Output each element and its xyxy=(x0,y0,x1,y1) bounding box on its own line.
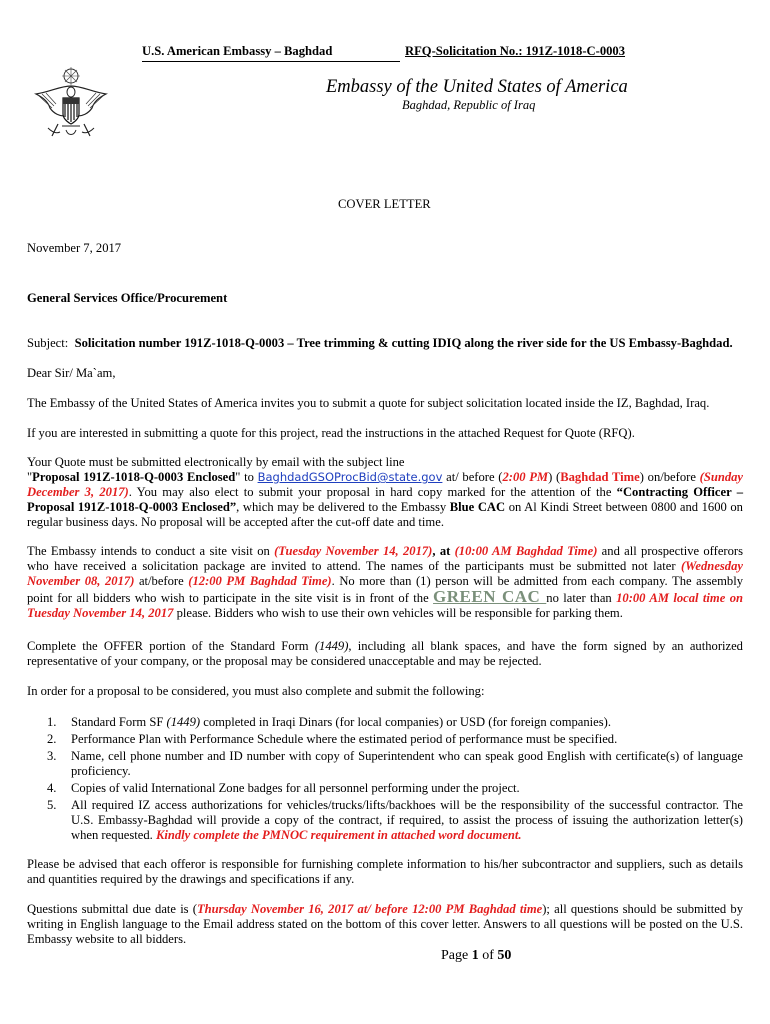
list-text: Name, cell phone number and ID number with copy of Superintendent who can speak good English with certificate(s) of language proficiency. xyxy=(71,749,743,778)
proposal-subject: Proposal 191Z-1018-Q-0003 Enclosed xyxy=(32,470,236,484)
subject-label: Subject: xyxy=(27,336,69,350)
page-label: Page xyxy=(441,948,472,963)
list-item xyxy=(27,781,743,796)
no-later-text: no later than xyxy=(546,591,617,605)
page-current: 1 xyxy=(471,948,479,963)
form-number: (1449) xyxy=(314,639,349,653)
page-number xyxy=(441,948,511,963)
list-text: Standard Form SF xyxy=(71,715,167,729)
list-text: Performance Plan with Performance Schedule where the estimated period of performance must be specified. xyxy=(71,732,618,746)
site-visit-intro: The Embassy intends to conduct a site visit on xyxy=(27,544,275,558)
offer-body: , including all blank spaces, and have the form signed by an authorized representative of your company, or the proposal may be considered unacceptable and may be rejected. xyxy=(27,639,743,668)
at-text: , at xyxy=(432,544,455,558)
embassy-location: Baghdad, Republic of Iraq xyxy=(402,98,536,112)
to-text: " to xyxy=(235,470,258,484)
subject-line xyxy=(27,336,743,351)
baghdad-time: Baghdad Time xyxy=(560,470,640,484)
pmnoc-note: Kindly complete the PMNOC requirement in attached word document. xyxy=(155,828,522,842)
paragraph-site-visit xyxy=(27,544,743,621)
hours-text: on Al Kindi Street between 0800 and 1600 on regular business days. No proposal will be accepted after the cut-off date and time. xyxy=(27,500,743,529)
offer-intro: Complete the OFFER portion of the Standard Form xyxy=(27,639,315,653)
subject-text: Solicitation number 191Z-1018-Q-0003 – Tree trimming & cutting IDIQ along the river side for the US Embassy-Baghdad. xyxy=(74,336,733,350)
names-deadline-time: (12:00 PM Baghdad Time) xyxy=(188,574,332,588)
paragraph-offer xyxy=(27,639,743,669)
at-text: at/ before ( xyxy=(442,470,503,484)
atbefore-text: at/before xyxy=(134,574,189,588)
site-visit-time: (10:00 AM Baghdad Time) xyxy=(454,544,598,558)
letter-date: November 7, 2017 xyxy=(27,241,122,255)
list-item xyxy=(27,749,743,779)
onbefore-text: ) on/before xyxy=(639,470,700,484)
header-underline xyxy=(142,61,400,62)
list-item xyxy=(27,732,743,747)
list-number: 1. xyxy=(47,715,57,729)
submission-time: 2:00 PM xyxy=(502,470,549,484)
quote-mark: " xyxy=(27,470,33,484)
paragraph-instructions: If you are interested in submitting a quote for this project, read the instructions in the attached Request for Quote (RFQ). xyxy=(27,426,635,440)
hardcopy-text: . You may also elect to submit your proposal in hard copy marked for the attention of the xyxy=(128,485,617,499)
list-number: 2. xyxy=(47,732,57,746)
contracting-officer: “Contracting Officer – Proposal 191Z-1018-Q-0003 Enclosed” xyxy=(27,485,743,514)
paragraph-invitation: The Embassy of the United States of America invites you to submit a quote for subject solicitation located inside the IZ, Baghdad, Iraq. xyxy=(27,396,710,410)
paragraph-questions xyxy=(27,902,743,947)
requirements-list xyxy=(27,715,743,843)
blue-cac: Blue CAC xyxy=(449,500,506,514)
list-form: (1449) xyxy=(166,715,201,729)
header-embassy: U.S. American Embassy – Baghdad xyxy=(142,44,333,58)
embassy-seal xyxy=(30,64,112,146)
submission-intro: Your Quote must be submitted electronically by email with the subject line xyxy=(27,455,405,469)
paragraph-requirements-intro: In order for a proposal to be considered, you must also complete and submit the following: xyxy=(27,684,485,698)
list-number: 3. xyxy=(47,749,57,763)
paragraph-subcontractor: Please be advised that each offeror is responsible for furnishing complete information to his/her subcontractor and suppliers, such as details and quantities required by the drawings and specifications if any. xyxy=(27,857,743,886)
questions-deadline: Thursday November 16, 2017 at/ before 12:00 PM Baghdad time xyxy=(196,902,543,916)
eagle-seal-icon xyxy=(30,64,112,146)
delivery-text: , which may be delivered to the Embassy xyxy=(236,500,450,514)
questions-intro: Questions submittal due date is ( xyxy=(27,902,197,916)
cover-letter-heading: COVER LETTER xyxy=(338,197,431,211)
submission-deadline: (Sunday December 3, 2017) xyxy=(27,470,744,499)
names-deadline-date: (Wednesday November 08, 2017) xyxy=(27,559,743,588)
paragraph-submission xyxy=(27,455,743,530)
questions-body: ); all questions should be submitted by writing in English language to the Email address stated on the bottom of this cover letter. Answers to all questions will be posted on the U.S. Embassy website to all bidders. xyxy=(27,902,743,946)
recipient: General Services Office/Procurement xyxy=(27,291,228,305)
list-number: 4. xyxy=(47,781,57,795)
header-rfq-number: RFQ-Solicitation No.: 191Z-1018-C-0003 xyxy=(405,44,626,58)
email-link[interactable]: BaghdadGSOProcBid@state.gov xyxy=(257,470,443,484)
page-of: of xyxy=(478,948,498,963)
assembly-text: . No more than (1) person will be admitted from each company. The assembly point for all bidders who wish to participate in the site visit is in front of the xyxy=(27,574,744,605)
salutation: Dear Sir/ Ma`am, xyxy=(27,366,116,380)
site-visit-body: and all prospective offerors who have received a solicitation package are invited to attend. The names of the participants must be submitted not later xyxy=(27,544,744,573)
site-visit-date: (Tuesday November 14, 2017) xyxy=(274,544,433,558)
paren-text: ) ( xyxy=(548,470,561,484)
page-total: 50 xyxy=(497,948,512,963)
list-item xyxy=(27,715,743,730)
green-cac: GREEN CAC xyxy=(433,587,547,606)
list-text: All required IZ access authorizations for vehicles/trucks/lifts/backhoes will be the responsibility of the successful contractor. The U.S. Embassy-Baghdad will provide a copy of the contract, if required, to assist the process of issuing the authorization letter(s) when requested. xyxy=(71,798,743,842)
list-text-end: completed in Iraqi Dinars (for local companies) or USD (for foreign companies). xyxy=(200,715,612,729)
list-text: Copies of valid International Zone badges for all personnel performing under the project. xyxy=(71,781,520,795)
parking-text: please. Bidders who wish to use their own vehicles will be responsible for parking them. xyxy=(173,606,623,620)
list-number: 5. xyxy=(47,798,57,812)
assembly-time: 10:00 AM local time on Tuesday November 14, 2017 xyxy=(27,591,743,620)
embassy-title: Embassy of the United States of America xyxy=(326,77,628,97)
list-item xyxy=(27,798,743,843)
